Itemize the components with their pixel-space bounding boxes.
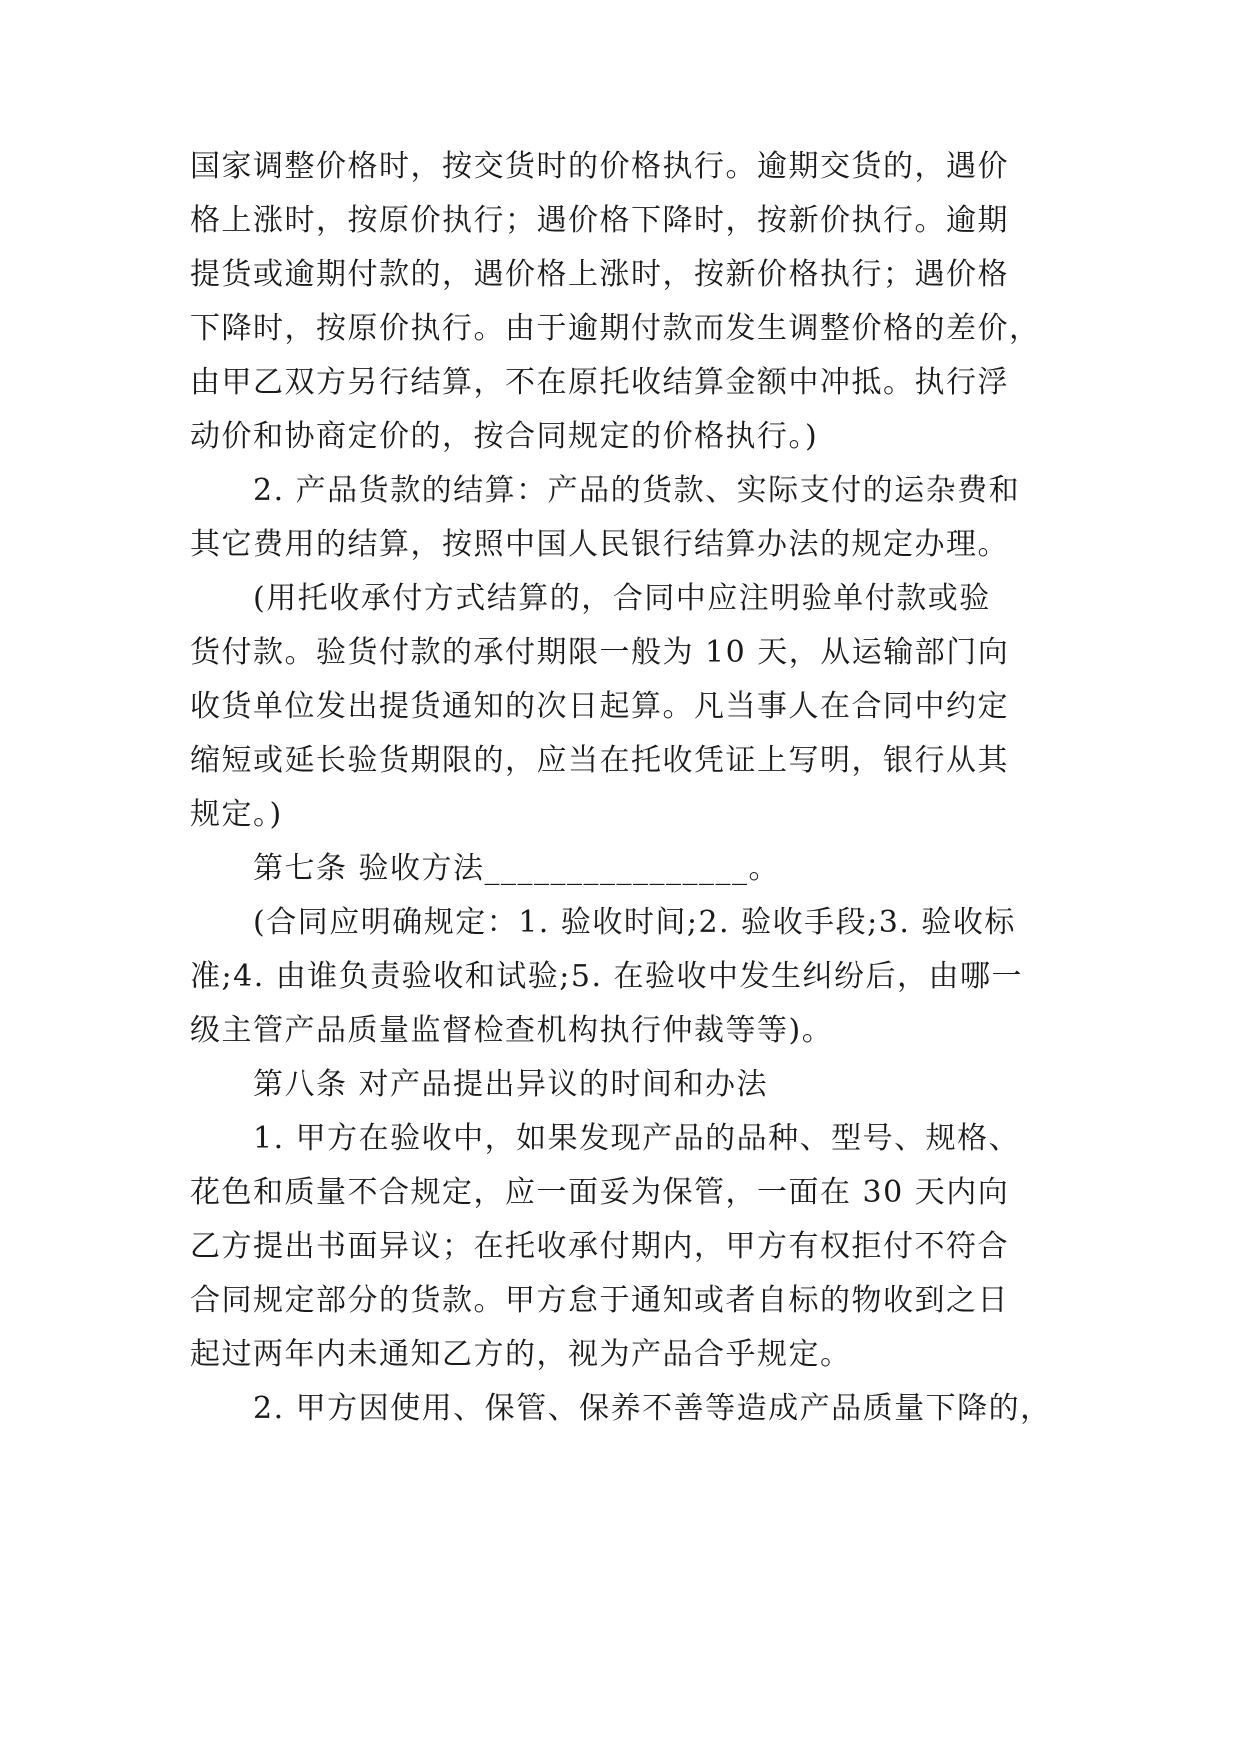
text-line: 由甲乙双方另行结算，不在原托收结算金额中冲抵。执行浮	[190, 365, 1009, 400]
text-line: (合同应明确规定：1. 验收时间;2. 验收手段;3. 验收标	[253, 905, 1016, 940]
text-line: (用托收承付方式结算的，合同中应注明验单付款或验	[253, 581, 991, 616]
text-line: 货付款。验货付款的承付期限一般为 10 天，从运输部门向	[190, 635, 1010, 670]
text-line: 花色和质量不合规定，应一面妥为保管，一面在 30 天内向	[190, 1175, 1010, 1210]
text-line: 其它费用的结算，按照中国人民银行结算办法的规定办理。	[190, 527, 1009, 562]
section-heading: 第七条 验收方法________________。	[253, 851, 781, 886]
text-line: 合同规定部分的货款。甲方怠于通知或者自标的物收到之日	[190, 1283, 1009, 1318]
section-heading: 第八条 对产品提出异议的时间和办法	[253, 1067, 769, 1102]
text-line: 1. 甲方在验收中，如果发现产品的品种、型号、规格、	[253, 1121, 1021, 1156]
text-line: 下降时，按原价执行。由于逾期付款而发生调整价格的差价，	[190, 311, 1041, 346]
text-line: 收货单位发出提货通知的次日起算。凡当事人在合同中约定	[190, 689, 1009, 724]
text-line: 2. 甲方因使用、保管、保养不善等造成产品质量下降的，	[253, 1391, 1052, 1426]
text-line: 动价和协商定价的，按合同规定的价格执行。)	[190, 419, 819, 454]
text-line: 准;4. 由谁负责验收和试验;5. 在验收中发生纠纷后，由哪一	[190, 959, 1024, 994]
text-line: 提货或逾期付款的，遇价格上涨时，按新价格执行；遇价格	[190, 257, 1009, 292]
text-line: 格上涨时，按原价执行；遇价格下降时，按新价执行。逾期	[190, 203, 1009, 238]
text-line: 级主管产品质量监督检查机构执行仲裁等等)。	[190, 1013, 834, 1048]
text-line: 规定。)	[190, 797, 283, 832]
text-line: 乙方提出书面异议；在托收承付期内，甲方有权拒付不符合	[190, 1229, 1009, 1264]
text-line: 起过两年内未通知乙方的，视为产品合乎规定。	[190, 1337, 852, 1372]
text-line: 国家调整价格时，按交货时的价格执行。逾期交货的，遇价	[190, 149, 1009, 184]
text-line: 2. 产品货款的结算：产品的货款、实际支付的运杂费和	[253, 473, 1021, 508]
text-line: 缩短或延长验货期限的，应当在托收凭证上写明，银行从其	[190, 743, 1009, 778]
